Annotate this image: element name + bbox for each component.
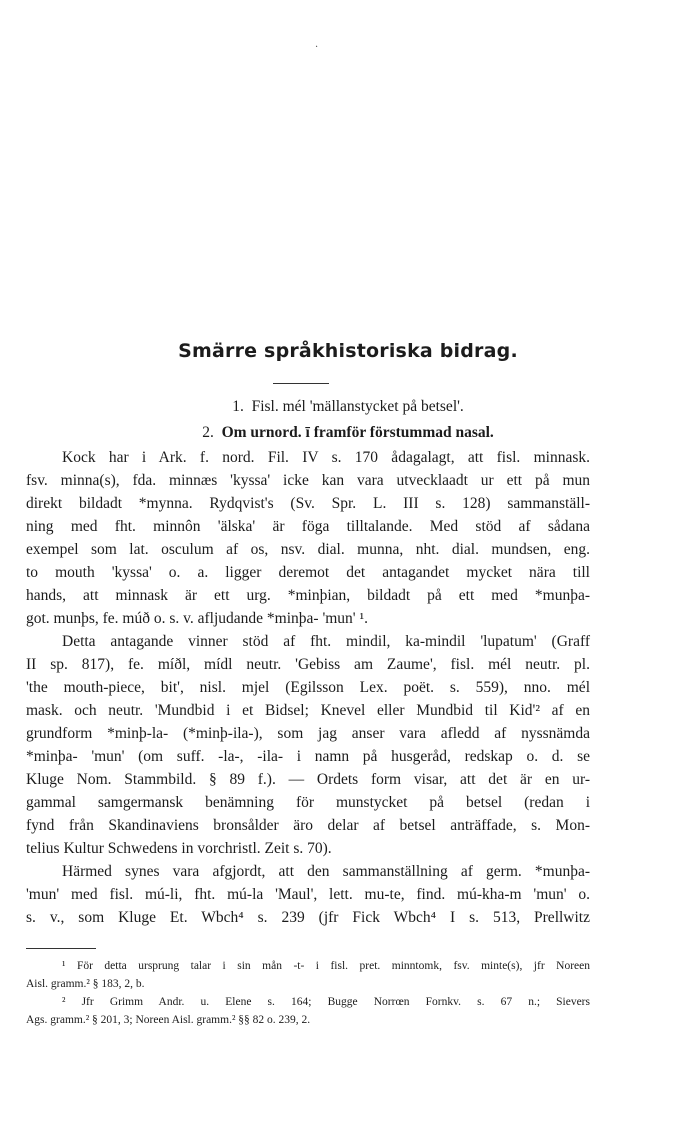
body-line: Kluge Nom. Stammbild. § 89 f.). — Ordets form visar, att det är en ur- <box>26 771 590 788</box>
body-line: II sp. 817), fe. míðl, mídl neutr. 'Gebiss am Zaume', fisl. mél neutr. pl. <box>26 656 590 673</box>
section-number: 1. <box>232 398 244 415</box>
body-line: gammal samgermansk benämning för munstycket på betsel (redan i <box>26 794 590 811</box>
footnote-line: ¹ För detta ursprung talar i sin mån -t- i fisl. pret. minntomk, fsv. minte(s), jfr Noreen <box>62 960 590 972</box>
footnote-divider <box>26 948 96 949</box>
body-line: 'mun' med fisl. mú-li, fht. mú-la 'Maul', lett. mu-te, find. mú-kha-m 'mun' o. <box>26 886 590 903</box>
section-number: 2. <box>202 424 214 441</box>
body-line: mask. och neutr. 'Mundbid i et Bidsel; Knevel eller Mundbid til Kid'² af en <box>26 702 590 719</box>
footnote-line: ² Jfr Grimm Andr. u. Elene s. 164; Bugge Norrœn Fornkv. s. 67 n.; Sievers <box>62 996 590 1008</box>
body-line: grundform *minþ-la- (*minþ-ila-), som jag anser vara afledd af nyssnämda <box>26 725 590 742</box>
body-line: exempel som lat. osculum af os, nsv. dial. munna, nht. dial. mundsen, eng. <box>26 541 590 558</box>
body-line: Härmed synes vara afgjordt, att den sammanställning af germ. *munþa- <box>62 863 590 880</box>
body-line: s. v., som Kluge Et. Wbch⁴ s. 239 (jfr Fick Wbch⁴ I s. 513, Prellwitz <box>26 909 590 926</box>
body-line: 'the mouth-piece, bit', nisl. mjel (Egilsson Lex. poët. s. 559), nno. mél <box>26 679 590 696</box>
page-title: Smärre språkhistoriska bidrag. <box>178 340 518 362</box>
body-line: Detta antagande vinner stöd af fht. mindil, ka-mindil 'lupatum' (Graff <box>62 633 590 650</box>
page-mark: · <box>315 42 319 53</box>
body-line: ning med fht. minnôn 'älska' är föga tilltalande. Med stöd af sådana <box>26 518 590 535</box>
body-line: *minþa- 'mun' (om suff. -la-, -ila- i namn på husgeråd, redskap o. d. se <box>26 748 590 765</box>
footnote-line: Aisl. gramm.² § 183, 2, b. <box>26 978 145 990</box>
section-heading-1 <box>0 398 696 416</box>
body-line: hands, att minnask är ett urg. *minþian, bildadt på ett med *munþa- <box>26 587 590 604</box>
section-text: Om urnord. ī framför förstummad nasal. <box>221 424 494 441</box>
body-line: telius Kultur Schwedens in vorchristl. Zeit s. 70). <box>26 840 332 857</box>
section-heading-2 <box>0 424 696 442</box>
body-line: fsv. minna(s), fda. minnæs 'kyssa' icke kan vara utvecklaadt ur ett på mun <box>26 472 590 489</box>
body-line: to mouth 'kyssa' o. a. ligger deremot det antagandet mycket nära till <box>26 564 590 581</box>
title-divider <box>273 383 329 384</box>
footnote-line: Ags. gramm.² § 201, 3; Noreen Aisl. gramm.² §§ 82 o. 239, 2. <box>26 1014 311 1026</box>
body-line: got. munþs, fe. múð o. s. v. afljudande *minþa- 'mun' ¹. <box>26 610 368 627</box>
body-line: Kock har i Ark. f. nord. Fil. IV s. 170 ådagalagt, att fisl. minnask. <box>62 449 590 466</box>
body-line: fynd från Skandinaviens bronsålder äro delar af betsel anträffade, s. Mon- <box>26 817 590 834</box>
section-text: Fisl. mél 'mällanstycket på betsel'. <box>251 398 464 415</box>
body-line: direkt bildadt *mynna. Rydqvist's (Sv. Spr. L. III s. 128) sammanställ- <box>26 495 590 512</box>
